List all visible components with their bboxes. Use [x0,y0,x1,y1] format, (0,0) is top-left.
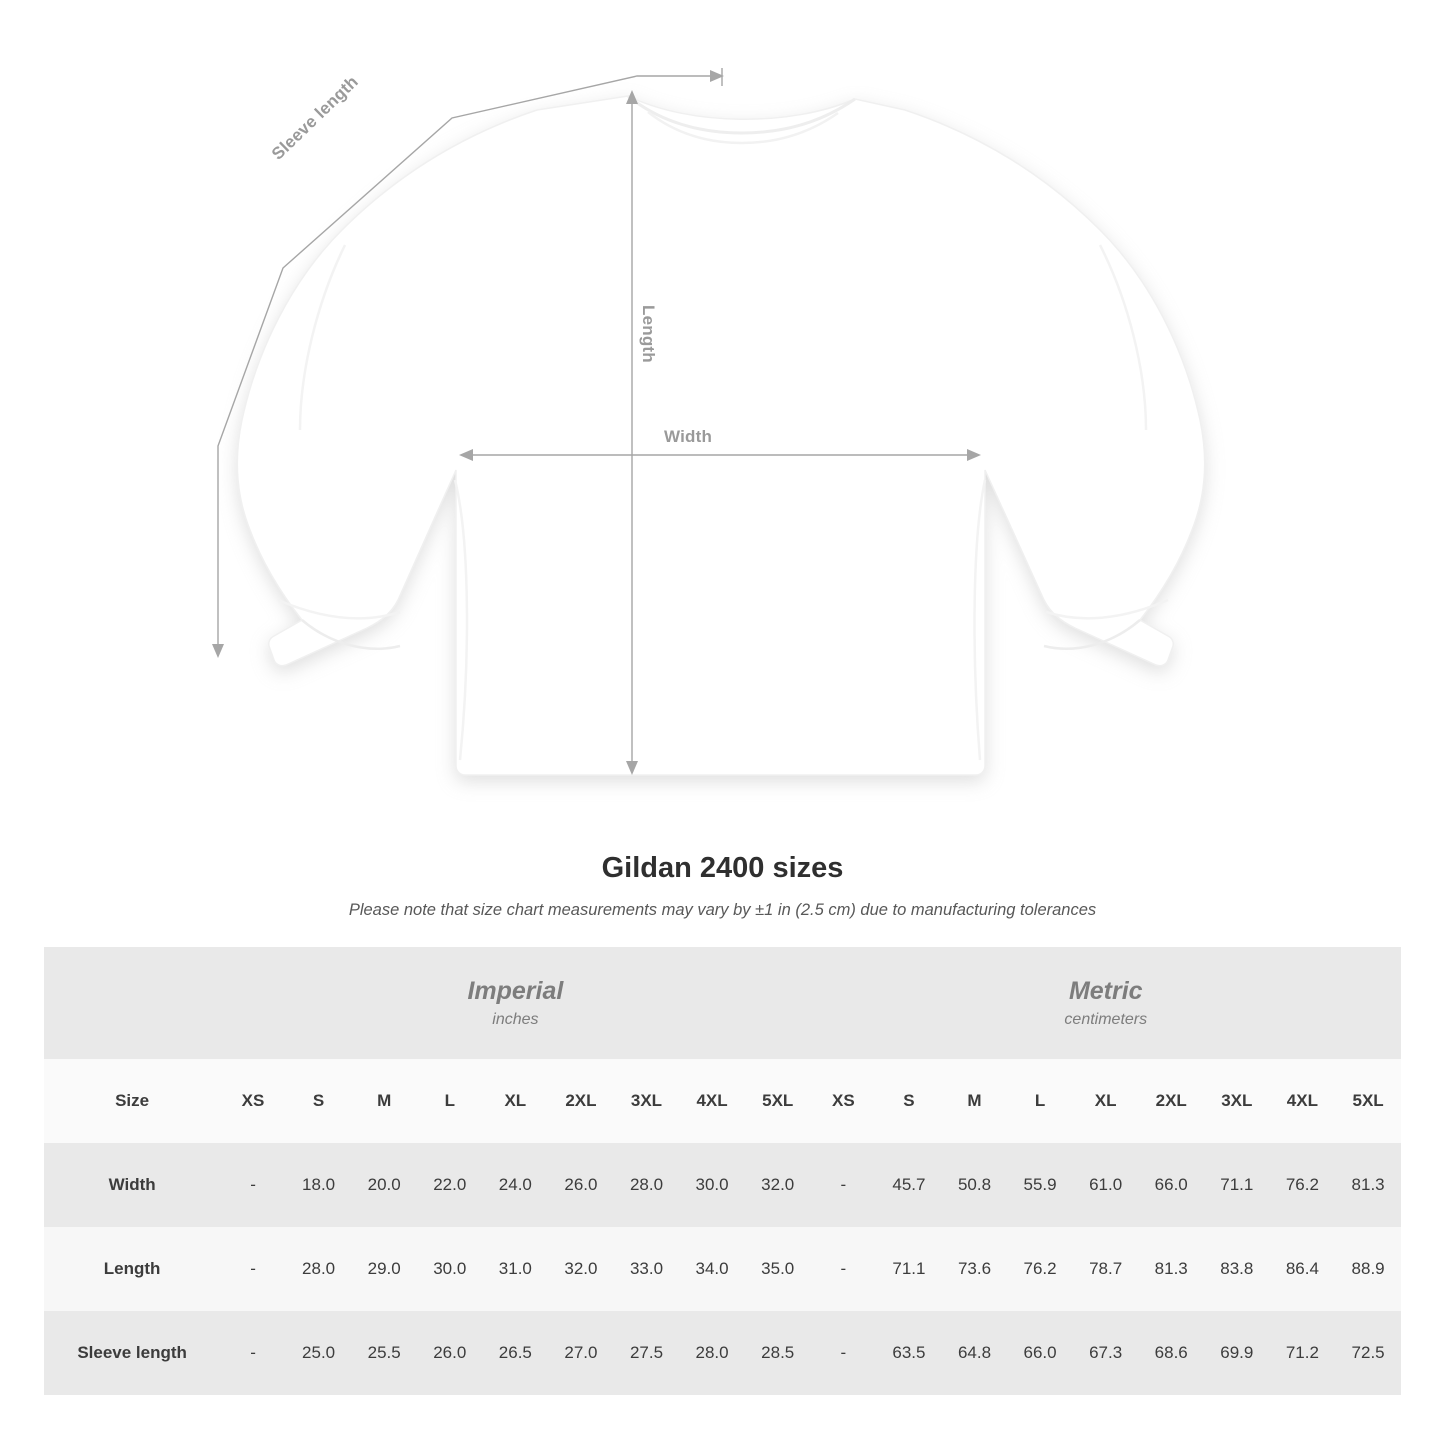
tolerance-note: Please note that size chart measurements may vary by ±1 in (2.5 cm) due to manufacturing tolerances [348,901,1097,919]
cell-width-metric-6: 71.1 [1204,1143,1270,1227]
cell-length-metric-3: 76.2 [1007,1227,1073,1311]
size-header-metric-6: 3XL [1204,1059,1270,1143]
row-label-length: Length [44,1227,220,1311]
size-header-imperial-7: 4XL [679,1059,745,1143]
size-header-metric-3: L [1007,1059,1073,1143]
size-header-metric-7: 4XL [1270,1059,1336,1143]
size-header-imperial-8: 5XL [745,1059,811,1143]
cell-width-metric-4: 61.0 [1073,1143,1139,1227]
length-dimension-label: Length [639,305,658,363]
size-header-metric-8: 5XL [1335,1059,1401,1143]
cell-width-imperial-7: 30.0 [679,1143,745,1227]
cell-length-imperial-5: 32.0 [548,1227,614,1311]
row-label-sleeve-length: Sleeve length [44,1311,220,1395]
cell-width-imperial-5: 26.0 [548,1143,614,1227]
cell-length-imperial-7: 34.0 [679,1227,745,1311]
cell-sleeve-imperial-4: 26.5 [483,1311,549,1395]
table-row [44,1227,1401,1311]
unit-header-row [44,947,1401,1059]
cell-width-metric-2: 50.8 [942,1143,1008,1227]
size-header-metric-2: M [942,1059,1008,1143]
cell-length-metric-7: 86.4 [1270,1227,1336,1311]
cell-width-metric-3: 55.9 [1007,1143,1073,1227]
size-header-row [44,1059,1401,1143]
cell-sleeve-metric-3: 66.0 [1007,1311,1073,1395]
cell-length-metric-8: 88.9 [1335,1227,1401,1311]
cell-length-metric-1: 71.1 [876,1227,942,1311]
cell-sleeve-imperial-8: 28.5 [745,1311,811,1395]
imperial-unit-sub: inches [492,1011,539,1029]
size-header-imperial-2: M [351,1059,417,1143]
cell-width-imperial-0: - [220,1143,286,1227]
cell-width-metric-1: 45.7 [876,1143,942,1227]
cell-sleeve-imperial-6: 27.5 [614,1311,680,1395]
size-header-imperial-5: 2XL [548,1059,614,1143]
cell-length-imperial-3: 30.0 [417,1227,483,1311]
cell-sleeve-imperial-5: 27.0 [548,1311,614,1395]
cell-width-imperial-3: 22.0 [417,1143,483,1227]
cell-length-metric-0: - [811,1227,877,1311]
row-label-width: Width [44,1143,220,1227]
cell-sleeve-imperial-2: 25.5 [351,1311,417,1395]
cell-sleeve-metric-7: 71.2 [1270,1311,1336,1395]
size-header-imperial-4: XL [483,1059,549,1143]
cell-sleeve-metric-2: 64.8 [942,1311,1008,1395]
imperial-unit-cell [220,947,810,1059]
metric-unit-name: Metric [1068,976,1143,1005]
cell-length-metric-5: 81.3 [1138,1227,1204,1311]
size-header-metric-4: XL [1073,1059,1139,1143]
cell-width-imperial-2: 20.0 [351,1143,417,1227]
metric-unit-sub: centimeters [1064,1011,1148,1029]
cell-length-imperial-2: 29.0 [351,1227,417,1311]
cell-sleeve-imperial-0: - [220,1311,286,1395]
cell-length-imperial-4: 31.0 [483,1227,549,1311]
sleeve-length-dimension-label: Sleeve length [268,72,362,164]
cell-length-imperial-8: 35.0 [745,1227,811,1311]
table-row [44,1311,1401,1395]
cell-sleeve-metric-0: - [811,1311,877,1395]
page-title: Gildan 2400 sizes [601,852,844,884]
cell-width-metric-0: - [811,1143,877,1227]
cell-sleeve-metric-5: 68.6 [1138,1311,1204,1395]
cell-length-imperial-1: 28.0 [286,1227,352,1311]
table-row [44,1143,1401,1227]
cell-width-metric-5: 66.0 [1138,1143,1204,1227]
cell-sleeve-metric-8: 72.5 [1335,1311,1401,1395]
cell-sleeve-imperial-1: 25.0 [286,1311,352,1395]
cell-width-imperial-1: 18.0 [286,1143,352,1227]
width-dimension-label: Width [664,427,713,446]
size-table [44,947,1401,1395]
size-header-imperial-0: XS [220,1059,286,1143]
size-header-metric-1: S [876,1059,942,1143]
size-header-imperial-3: L [417,1059,483,1143]
cell-sleeve-metric-1: 63.5 [876,1311,942,1395]
size-header-imperial-1: S [286,1059,352,1143]
cell-length-metric-4: 78.7 [1073,1227,1139,1311]
cell-width-imperial-6: 28.0 [614,1143,680,1227]
cell-width-imperial-8: 32.0 [745,1143,811,1227]
size-header-metric-5: 2XL [1138,1059,1204,1143]
cell-length-imperial-0: - [220,1227,286,1311]
cell-width-imperial-4: 24.0 [483,1143,549,1227]
unit-spacer-cell [44,947,220,1059]
size-table-wrapper [44,947,1401,1395]
cell-sleeve-imperial-3: 26.0 [417,1311,483,1395]
cell-length-imperial-6: 33.0 [614,1227,680,1311]
imperial-unit-name: Imperial [467,976,564,1005]
cell-width-metric-7: 76.2 [1270,1143,1336,1227]
cell-length-metric-2: 73.6 [942,1227,1008,1311]
title-block [0,852,1445,920]
size-header-metric-0: XS [811,1059,877,1143]
cell-length-metric-6: 83.8 [1204,1227,1270,1311]
metric-unit-cell [811,947,1401,1059]
cell-sleeve-metric-4: 67.3 [1073,1311,1139,1395]
size-header-imperial-6: 3XL [614,1059,680,1143]
cell-sleeve-metric-6: 69.9 [1204,1311,1270,1395]
size-header-label: Size [44,1059,220,1143]
cell-width-metric-8: 81.3 [1335,1143,1401,1227]
cell-sleeve-imperial-7: 28.0 [679,1311,745,1395]
